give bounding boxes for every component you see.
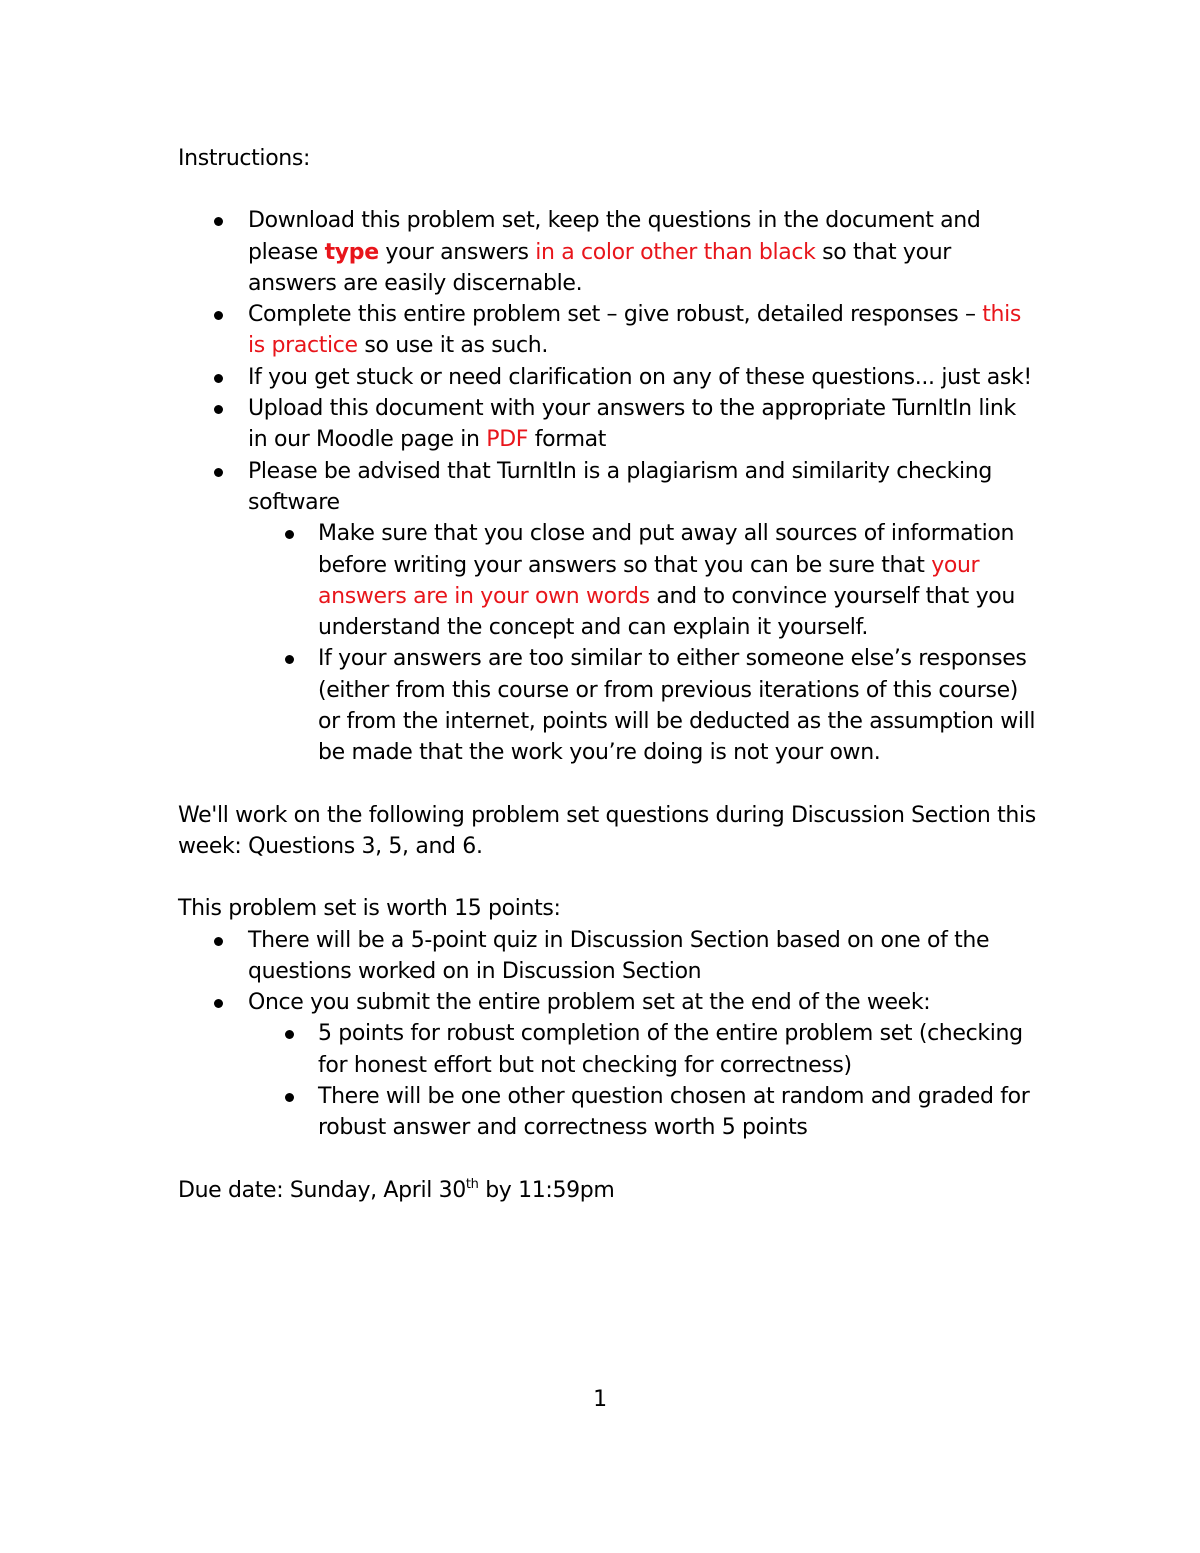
instructions-heading: Instructions: (178, 146, 311, 171)
ordinal-suffix: th (465, 1176, 479, 1192)
sublist-item: If your answers are too similar to either someone else’s responses (either from this course or from previous iterations of this course) or from the internet, points will be deducted as the assumption will be made that the work you’re doing is not your own. (178, 643, 1038, 768)
list-item: Please be advised that TurnItIn is a plagiarism and similarity checking software (178, 456, 1038, 519)
bullet-icon (285, 655, 294, 664)
points-heading: This problem set is worth 15 points: (178, 896, 561, 922)
list-item: Download this problem set, keep the questions in the document and please type your answers in a color other than black so that your answers are easily discernable. (178, 205, 1038, 299)
due-date: Due date: Sunday, April 30th by 11:59pm (178, 1176, 615, 1203)
list-item: Upload this document with your answers to the appropriate TurnItIn link in our Moodle page in PDF format (178, 393, 1038, 456)
bullet-icon (214, 999, 223, 1008)
bullet-icon (285, 1093, 294, 1102)
discussion-note: We'll work on the following problem set questions during Discussion Section this week: Questions 3, 5, and 6. (178, 802, 1036, 859)
list-item: Once you submit the entire problem set at the end of the week: (178, 987, 1038, 1018)
own-words-emphasis: your answers are in your own words (318, 552, 980, 609)
instructions-sublist (248, 518, 1038, 768)
points-list (178, 925, 1038, 1019)
bullet-icon (214, 405, 223, 414)
document-body (178, 143, 1038, 1206)
sublist-item: 5 points for robust completion of the entire problem set (checking for honest effort but not checking for correctness) (178, 1018, 1038, 1081)
page-number: 1 (593, 1387, 607, 1412)
type-emphasis: type (324, 239, 379, 265)
bullet-icon (285, 530, 294, 539)
sublist-item: Make sure that you close and put away all sources of information before writing your answers so that you can be sure that your answers are in your own words and to convince yourself that you understand the concept and can explain it yourself. (178, 518, 1038, 643)
bullet-icon (214, 311, 223, 320)
list-item: Complete this entire problem set – give robust, detailed responses – this is practice so use it as such. (178, 299, 1038, 362)
sublist-item: There will be one other question chosen at random and graded for robust answer and correctness worth 5 points (178, 1081, 1038, 1144)
bullet-icon (214, 217, 223, 226)
list-item: There will be a 5-point quiz in Discussion Section based on one of the questions worked on in Discussion Section (178, 925, 1038, 988)
bullet-icon (214, 468, 223, 477)
bullet-icon (285, 1030, 294, 1039)
pdf-emphasis: PDF (486, 427, 529, 453)
bullet-icon (214, 937, 223, 946)
points-sublist (248, 1018, 1038, 1143)
list-item: If you get stuck or need clarification on any of these questions... just ask! (178, 362, 1038, 393)
practice-emphasis: this is practice (248, 302, 1022, 359)
color-emphasis: in a color other than black (535, 239, 816, 265)
instructions-list (178, 205, 1038, 518)
bullet-icon (214, 374, 223, 383)
